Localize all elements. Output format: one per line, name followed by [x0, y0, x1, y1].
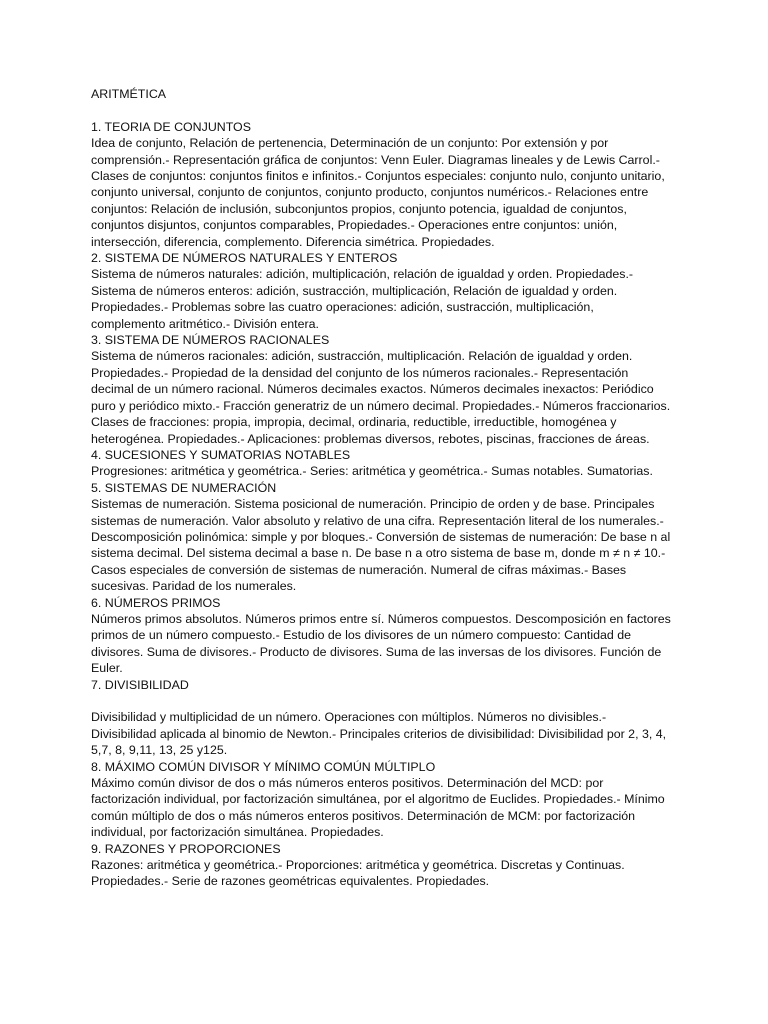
spacer: [91, 693, 671, 709]
section-body: Máximo común divisor de dos o más números enteros positivos. Determinación del MCD: por factorización individual, por factorización simultánea, por el algoritmo de Euclides. Propiedades.- Mínimo común múltiplo de dos o más números enteros positivos. Determinación de MCM: por factorización individual, por factorización simultánea. Propiedades.: [91, 776, 665, 840]
spacer: [91, 102, 671, 118]
section-body: Progresiones: aritmética y geométrica.- Series: aritmética y geométrica.- Sumas notables. Sumatorias.: [91, 464, 653, 479]
section-body: Sistemas de numeración. Sistema posicional de numeración. Principio de orden y de base. Principales sistemas de numeración. Valor absoluto y relativo de una cifra. Representación literal de los numerales.- Descomposición polinómica: simple y por bloques.- Conversión de sistemas de numeración: De base n al sistema decimal. Del sistema decimal a base n. De base n a otro sistema de base m, donde m ≠ n ≠ 10.- Casos especiales de conversión de sistemas de numeración. Numeral de cifras máximas.- Bases sucesivas. Paridad de los numerales.: [91, 497, 671, 594]
section-body: Razones: aritmética y geométrica.- Proporciones: aritmética y geométrica. Discretas y Continuas. Propiedades.- Serie de razones geométricas equivalentes. Propiedades.: [91, 858, 625, 889]
section-razones-y-proporciones: [91, 841, 671, 890]
section-mcd-mcm: [91, 759, 671, 841]
section-teoria-de-conjuntos: [91, 119, 671, 250]
section-heading: 7. DIVISIBILIDAD: [91, 677, 189, 692]
section-heading: 3. SISTEMA DE NÚMEROS RACIONALES: [91, 333, 330, 348]
section-body: Divisibilidad y multiplicidad de un número. Operaciones con múltiplos. Números no divisibles.- Divisibilidad aplicada al binomio de Newton.- Principales criterios de divisibilidad: Divisibilidad por 2, 3, 4, 5,7, 8, 9,11, 13, 25 y125.: [91, 710, 667, 758]
section-naturales-y-enteros: [91, 250, 671, 332]
section-sistemas-de-numeracion: [91, 480, 671, 595]
section-body: Idea de conjunto, Relación de pertenencia, Determinación de un conjunto: Por extensión y por comprensión.- Representación gráfica de conjuntos: Venn Euler. Diagramas lineales y de Lewis Carrol.- Clases de conjuntos: conjuntos finitos e infinitos.- Conjuntos especiales: conjunto nulo, conjunto unitario, conjunto universal, conjunto de conjuntos, conjunto producto, conjuntos numéricos.- Relaciones entre conjuntos: Relación de inclusión, subconjuntos propios, conjunto potencia, igualdad de conjuntos, conjuntos disjuntos, conjuntos comparables, Propiedades.- Operaciones entre conjuntos: unión, intersección, diferencia, complemento. Diferencia simétrica. Propiedades.: [91, 136, 665, 249]
document-title: ARITMÉTICA: [91, 87, 167, 101]
section-body: Sistema de números racionales: adición, sustracción, multiplicación. Relación de igualdad y orden. Propiedades.- Propiedad de la densidad del conjunto de los números racionales.- Representación decimal de un número racional. Números decimales exactos. Números decimales inexactos: Periódico puro y periódico mixto.- Fracción generatriz de un número decimal. Propiedades.- Números fraccionarios. Clases de fracciones: propia, impropia, decimal, ordinaria, reductible, irreductible, homogénea y heterogénea. Propiedades.- Aplicaciones: problemas diversos, rebotes, piscinas, fracciones de áreas.: [91, 349, 671, 446]
section-heading: 6. NÚMEROS PRIMOS: [91, 595, 221, 610]
section-heading: 1. TEORIA DE CONJUNTOS: [91, 119, 251, 134]
section-heading: 4. SUCESIONES Y SUMATORIAS NOTABLES: [91, 447, 351, 462]
section-body: Sistema de números naturales: adición, multiplicación, relación de igualdad y orden. Propiedades.- Sistema de números enteros: adición, sustracción, multiplicación, Relación de igualdad y orden. Propiedades.- Problemas sobre las cuatro operaciones: adición, sustracción, multiplicación, complemento aritmético.- División entera.: [91, 267, 634, 331]
section-heading: 9. RAZONES Y PROPORCIONES: [91, 841, 281, 856]
document-content: [91, 86, 671, 890]
section-racionales: [91, 332, 671, 447]
section-heading: 8. MÁXIMO COMÚN DIVISOR Y MÍNIMO COMÚN MÚLTIPLO: [91, 759, 436, 774]
section-heading: 2. SISTEMA DE NÚMEROS NATURALES Y ENTEROS: [91, 251, 398, 266]
section-body: Números primos absolutos. Números primos entre sí. Números compuestos. Descomposición en factores primos de un número compuesto.- Estudio de los divisores de un número compuesto: Cantidad de divisores. Suma de divisores.- Producto de divisores. Suma de las inversas de los divisores. Función de Euler.: [91, 611, 671, 676]
section-sucesiones: [91, 447, 671, 480]
section-divisibilidad: [91, 677, 671, 759]
section-heading: 5. SISTEMAS DE NUMERACIÓN: [91, 480, 277, 495]
section-numeros-primos: [91, 595, 671, 677]
